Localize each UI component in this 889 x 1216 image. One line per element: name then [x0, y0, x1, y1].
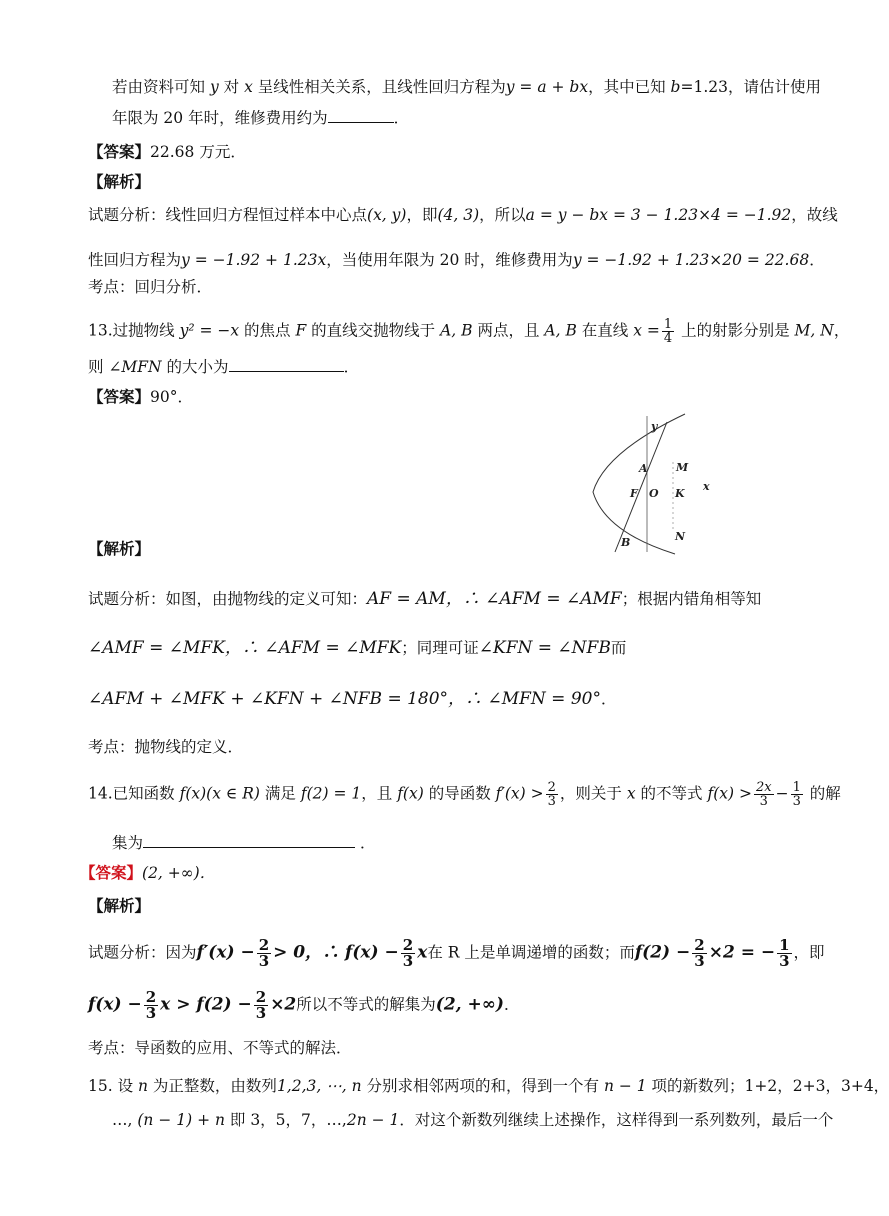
text: ；同理可证	[401, 639, 479, 657]
text: 性回归方程为	[88, 251, 182, 269]
minus-sign: −	[775, 784, 789, 803]
math-expr: f(x) −	[88, 994, 142, 1015]
math-expr: ×2	[270, 994, 297, 1015]
text: 即 3，5，7，…,	[224, 1111, 347, 1129]
math-expr: x > f(2) −	[160, 994, 252, 1015]
text: ，故线	[791, 206, 838, 224]
q12-answer	[88, 141, 246, 163]
q14-analysis-tag: 【解析】	[88, 896, 151, 915]
numerator: 2x	[755, 780, 772, 795]
q13-answer	[88, 386, 193, 408]
math-expr: (n − 1) + n	[137, 1111, 225, 1129]
q14-analysis-line2	[88, 990, 519, 1021]
fraction	[692, 938, 706, 969]
text: 14.已知函数	[88, 784, 180, 803]
answer-tag: 【答案】	[88, 142, 151, 161]
math-expr: x =	[633, 321, 660, 340]
answer-blank	[229, 357, 344, 372]
math-var: A, B	[440, 321, 473, 340]
text: ，其中已知	[588, 78, 671, 96]
q12-analysis-line1	[88, 204, 838, 226]
math-var: M, N	[794, 321, 834, 340]
q14-answer	[80, 862, 215, 884]
math-expr: y² = −x	[179, 321, 240, 340]
q13-kaodian: 考点：抛物线的定义．	[88, 738, 244, 756]
text: 15. 设	[88, 1077, 139, 1095]
text: 分别求相邻两项的和，得到一个有	[361, 1077, 604, 1095]
q13-analysis-tag: 【解析】	[88, 539, 151, 558]
math-expr: > 0，∴ f(x) −	[273, 942, 399, 963]
denominator: 3	[402, 952, 414, 970]
text: …,	[112, 1111, 138, 1129]
q13-statement-line2	[88, 356, 359, 378]
numerator: 2	[694, 936, 705, 954]
math-var: x	[244, 78, 253, 96]
text: 试题分析：因为	[88, 943, 197, 962]
math-var: y	[209, 78, 219, 96]
answer-blank	[328, 108, 394, 123]
q12-kaodian: 考点：回归分析．	[88, 278, 213, 296]
math-expr: (2, +∞)	[435, 994, 504, 1015]
text: 上的射影分别是	[676, 321, 795, 340]
text: 所以不等式的解集为	[296, 995, 436, 1014]
text: ，即	[406, 206, 438, 224]
math-var: F	[295, 321, 307, 340]
text: 试题分析：如图，由抛物线的定义可知：	[88, 590, 368, 608]
denominator: 3	[145, 1004, 157, 1022]
denominator: 3	[547, 794, 556, 809]
text: 若由资料可知	[112, 78, 210, 96]
denominator: 3	[792, 794, 801, 809]
math-expr: f(x) >	[707, 784, 752, 803]
text: 项的新数列；1+2，2+3，3+4，	[646, 1077, 889, 1095]
text: 的焦点	[239, 321, 296, 340]
q13-analysis-line3	[88, 688, 616, 710]
text: 年限为 20 年时，维修费用约为	[112, 109, 328, 127]
numerator: 2	[547, 780, 556, 795]
parabola-figure	[575, 412, 765, 557]
math-expr: f(2) = 1	[300, 784, 362, 803]
text: 呈线性相关关系，且线性回归方程为	[252, 78, 506, 96]
q15-statement-line2	[112, 1109, 833, 1131]
text: =1.23，请估计使用	[680, 78, 821, 96]
q14-statement-line1	[88, 781, 841, 808]
parabola-curve	[593, 414, 685, 554]
numerator: 1	[792, 780, 801, 795]
denominator: 3	[694, 952, 705, 970]
math-expr: (4, 3)	[437, 206, 480, 224]
point-f-label: F	[630, 487, 638, 500]
math-expr: ∠KFN = ∠NFB	[478, 638, 611, 658]
math-expr: n − 1	[603, 1077, 647, 1095]
denominator: 4	[663, 331, 673, 346]
math-expr: f′(x) −	[196, 942, 255, 963]
point-b-label: B	[621, 536, 631, 549]
math-expr: ∠AFM + ∠MFK + ∠KFN + ∠NFB = 180°，∴ ∠MFN = 90°	[88, 689, 601, 709]
text: 两点，且	[472, 321, 545, 340]
q12-statement-line1	[112, 76, 821, 98]
text: ．对这个新数列继续上述操作，这样得到一系列数列，最后一个	[399, 1111, 834, 1129]
text: ，且	[361, 784, 398, 803]
text: ．	[503, 995, 520, 1014]
q15-statement-line1	[88, 1075, 889, 1097]
math-expr: f(x)(x ∈ R)	[179, 784, 260, 803]
numerator: 2	[145, 988, 157, 1006]
fraction	[254, 990, 268, 1021]
origin-label: O	[649, 487, 659, 500]
text: 的解	[804, 784, 841, 803]
denominator: 3	[258, 952, 270, 970]
point-n-label: N	[675, 530, 686, 543]
answer-value: 90°．	[150, 388, 193, 406]
numerator: 1	[663, 317, 673, 332]
focal-chord	[615, 422, 667, 552]
text: 对	[218, 78, 245, 96]
text: 的直线交抛物线于	[306, 321, 441, 340]
text: 集为	[112, 834, 144, 852]
fraction	[791, 781, 803, 808]
text: ，则关于	[559, 784, 627, 803]
point-a-label: A	[639, 462, 648, 475]
text: ，即	[793, 943, 825, 962]
math-expr: y = −1.92 + 1.23×20 = 22.68	[572, 251, 810, 269]
text: ，	[833, 321, 850, 340]
point-k-label: K	[675, 487, 685, 500]
answer-tag: 【答案】	[88, 387, 151, 406]
q12-analysis-line2	[88, 249, 825, 271]
text: 在 R 上是单调递增的函数；而	[427, 943, 635, 962]
math-expr: f(2) −	[634, 942, 691, 963]
text: 试题分析：线性回归方程恒过样本中心点	[88, 206, 368, 224]
math-expr: (x, y)	[367, 206, 407, 224]
q14-analysis-line1	[88, 938, 825, 969]
text: ．	[343, 358, 360, 376]
text: 而	[610, 639, 627, 657]
q13-statement-line1	[88, 318, 849, 345]
math-expr: a = y − bx = 3 − 1.23×4 = −1.92	[525, 206, 792, 224]
fraction	[257, 938, 271, 969]
math-expr: ∠AMF = ∠MFK，∴ ∠AFM = ∠MFK	[88, 638, 402, 658]
text: ．	[809, 251, 825, 269]
text: ；根据内错角相等知	[621, 590, 762, 608]
math-expr: f(x)	[397, 784, 424, 803]
math-expr: y = −1.92 + 1.23x	[181, 251, 327, 269]
text: 满足	[259, 784, 301, 803]
math-expr: ∠MFN	[108, 358, 162, 376]
answer-tag: 【答案】	[80, 863, 143, 882]
text: ．	[355, 834, 376, 852]
fraction	[546, 781, 558, 808]
q13-analysis-line1	[88, 588, 761, 610]
q12-analysis-tag: 【解析】	[88, 172, 151, 191]
text: 的不等式	[635, 784, 708, 803]
fraction	[144, 990, 158, 1021]
regression-equation: y = a + bx	[505, 78, 589, 96]
math-expr: AF = AM，∴ ∠AFM = ∠AMF	[367, 589, 622, 609]
math-expr: x	[417, 942, 428, 963]
q12-statement-line2	[112, 107, 409, 129]
numerator: 2	[258, 936, 270, 954]
fraction	[754, 781, 774, 808]
text: ．	[600, 690, 617, 708]
numerator: 1	[779, 936, 790, 954]
numerator: 2	[402, 936, 414, 954]
text: 在直线	[576, 321, 634, 340]
fraction	[777, 938, 791, 969]
math-var: n	[138, 1077, 148, 1095]
denominator: 3	[255, 1004, 267, 1022]
fraction	[401, 938, 415, 969]
math-expr: f′(x) >	[495, 784, 544, 803]
denominator: 3	[759, 794, 768, 809]
text: 为正整数，由数列	[148, 1077, 277, 1095]
text: ，所以	[479, 206, 526, 224]
denominator: 3	[779, 952, 790, 970]
math-expr: 1,2,3, ⋯, n	[276, 1077, 362, 1095]
text: ．	[393, 109, 410, 127]
x-axis-label: x	[703, 480, 710, 493]
fraction	[662, 318, 674, 345]
math-expr: ×2 = −	[708, 942, 776, 963]
y-axis-label: y	[651, 420, 658, 433]
text: 13.过抛物线	[88, 321, 180, 340]
text: ，当使用年限为 20 时，维修费用为	[326, 251, 573, 269]
math-expr: 2n − 1	[346, 1111, 400, 1129]
math-var: A, B	[544, 321, 577, 340]
answer-blank	[143, 833, 355, 848]
answer-value: (2, +∞)．	[142, 864, 216, 882]
numerator: 2	[255, 988, 267, 1006]
text: 的导函数	[423, 784, 496, 803]
text: 则	[88, 358, 109, 376]
answer-value: 22.68 万元．	[150, 143, 246, 161]
point-m-label: M	[676, 461, 689, 474]
math-var: x	[626, 784, 636, 803]
q14-statement-line2	[112, 832, 375, 854]
q13-analysis-line2	[88, 637, 626, 659]
math-var: b	[670, 78, 681, 96]
q14-kaodian: 考点：导函数的应用、不等式的解法．	[88, 1039, 352, 1057]
text: 的大小为	[161, 358, 229, 376]
